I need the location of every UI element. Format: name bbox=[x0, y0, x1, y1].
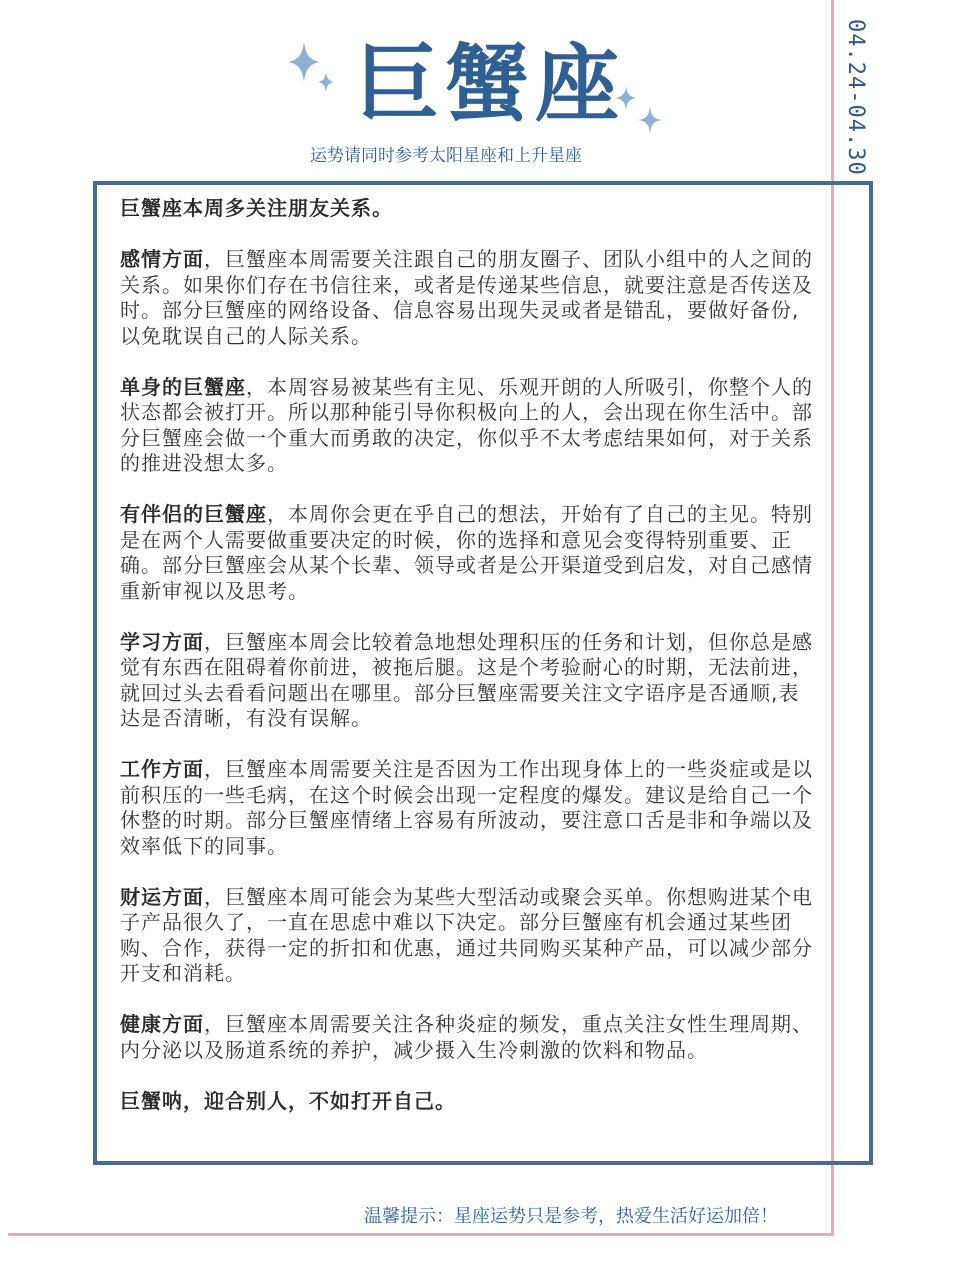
closing-text: 巨蟹呐，迎合别人，不如打开自己。 bbox=[120, 1088, 456, 1113]
section-paragraph bbox=[120, 247, 820, 349]
section-text: ，本周容易被某些有主见、乐观开朗的人所吸引，你整个人的状态都会被打开。所以那种能引导你积极向上的人，会出现在你生活中。部分巨蟹座会做一个重大而勇敢的决定，你似乎不太考虑结果如何，对于关系的推进没想太多。 bbox=[120, 374, 813, 475]
section-paragraph bbox=[120, 630, 820, 732]
section-text: ，巨蟹座本周会比较着急地想处理积压的任务和计划，但你总是感觉有东西在阻碍着你前进，被拖后腿。这是个考验耐心的时期，无法前进，就回过头去看看问题出在哪里。部分巨蟹座需要关注文字语序是否通顺,表达是否清晰，有没有误解。 bbox=[120, 629, 813, 730]
section-paragraph bbox=[120, 757, 820, 859]
section-text: ，巨蟹座本周可能会为某些大型活动或聚会买单。你想购进某个电子产品很久了，一直在思虑中难以下决定。部分巨蟹座有机会通过某些团购、合作，获得一定的折扣和优惠，通过共同购买某种产品，可以减少部分开支和消耗。 bbox=[120, 884, 813, 985]
subtitle: 运势请同时参考太阳星座和上升星座 bbox=[310, 146, 582, 166]
section-text: ，本周你会更在乎自己的想法，开始有了自己的主见。特别是在两个人需要做重要决定的时候，你的选择和意见会变得特别重要、正确。部分巨蟹座会从某个长辈、领导或者是公开渠道受到启发，对自己感情重新审视以及思考。 bbox=[120, 502, 813, 603]
section-heading: 健康方面 bbox=[120, 1012, 204, 1036]
footer-tip: 温馨提示：星座运势只是参考，热爱生活好运加倍！ bbox=[364, 1206, 778, 1227]
section-heading: 有伴侣的巨蟹座 bbox=[120, 502, 267, 526]
section-heading: 财运方面 bbox=[120, 884, 204, 909]
date-range: 04.24-04.30 bbox=[843, 18, 868, 176]
intro-paragraph bbox=[120, 196, 820, 222]
content-body bbox=[120, 196, 820, 1140]
page-title: 巨蟹座 bbox=[355, 35, 626, 133]
section-heading: 工作方面 bbox=[120, 757, 204, 781]
section-paragraph bbox=[120, 502, 820, 604]
sparkle-icon bbox=[286, 42, 336, 94]
section-paragraph bbox=[120, 885, 820, 987]
section-text: ，巨蟹座本周需要关注各种炎症的频发，重点关注女性生理周期、内分泌以及肠道系统的养护，减少摄入生冷刺激的饮料和物品。 bbox=[120, 1012, 813, 1062]
pink-horizontal-line bbox=[8, 1233, 834, 1236]
section-paragraph bbox=[120, 1012, 820, 1063]
section-text: ，巨蟹座本周需要关注跟自己的朋友圈子、团队小组中的人之间的关系。如果你们存在书信往来，或者是传递某些信息，就要注意是否传送及时。部分巨蟹座的网络设备、信息容易出现失灵或者是错乱，要做好备份,以免耽误自己的人际关系。 bbox=[120, 247, 813, 348]
section-heading: 单身的巨蟹座 bbox=[120, 374, 246, 399]
section-heading: 感情方面 bbox=[120, 247, 204, 271]
section-paragraph bbox=[120, 375, 820, 477]
section-text: ，巨蟹座本周需要关注是否因为工作出现身体上的一些炎症或是以前积压的一些毛病，在这个时候会出现一定程度的爆发。建议是给自己一个休整的时期。部分巨蟹座情绪上容易有所波动，要注意口舌是非和争端以及效率低下的同事。 bbox=[120, 757, 813, 858]
closing-paragraph bbox=[120, 1089, 820, 1115]
intro-text: 巨蟹座本周多关注朋友关系。 bbox=[120, 196, 393, 220]
section-heading: 学习方面 bbox=[120, 629, 204, 654]
